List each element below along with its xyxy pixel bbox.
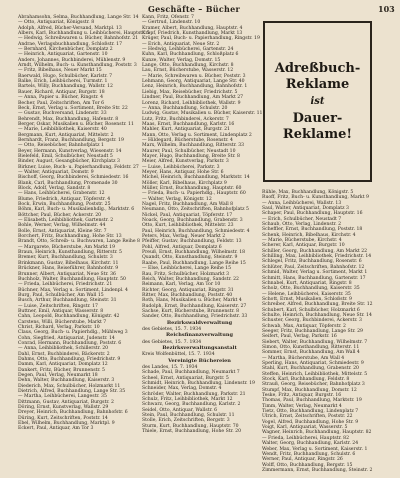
- directory-entry: — Martha, Bücherstube, Am Wall 4: [262, 355, 345, 361]
- directory-entry: Brückner, Hans, Reiseführer, Bahnhofstr. 9: [18, 266, 119, 272]
- directory-entry: Scheffler, Ernst, Buchhandlung, Poststr. 18: [262, 227, 363, 233]
- directory-entry: — Fritz, Bibelhaus, Neuer Markt 15: [18, 68, 102, 74]
- directory-entry: Rudolph, Ernst, Buchhandlung, Kaiserstr. 27: [142, 303, 247, 309]
- directory-entry: Sommer, Ernst, Buchhandlung, Am Wall 4: [262, 350, 360, 356]
- directory-entry: Baerwald, Hugo, Schulbücher, Karlstr. 7: [18, 73, 113, 79]
- directory-entry: Neumann, Otto, Zeitschriften, Bahnhofplatz 5: [142, 207, 249, 213]
- directory-entry: Cahn, Leopold, Buchhandlung, Königstr. 42: [18, 314, 120, 320]
- directory-entry: Meier, Alfred, Kunstverlag, Parkstr. 3: [142, 159, 229, 165]
- directory-entry: — Frieda, Buch- u. Papierhdlg., Hauptstr. 60: [142, 191, 246, 197]
- directory-entry: Schulz, Fritz, Leihbibliothek, Markt 12: [142, 397, 233, 403]
- directory-entry: Timm, Walter, Verlag, Neumarkt 4: [262, 403, 342, 409]
- directory-entry: — Anna, Leihbibliothek, Schillerstr. 20: [18, 346, 109, 352]
- directory-entry: Möller, Karl, Bibelhaus, Kirchplatz 9: [142, 180, 227, 186]
- directory-entry: Brinkmann, Gustav, Bibelhaus, Kirchstr. 11: [18, 260, 119, 266]
- directory-entry: Roth, Hans, Musikalien u. Bücher, Markt 4: [142, 298, 242, 304]
- directory-entry: Becher, Paul, Zeitschriften, Am Tor 6: [18, 100, 105, 106]
- directory-entry: Schmid, Walter, Verlag u. Sortiment, Markt 1: [262, 270, 368, 276]
- directory-entry: — Otto, Reisebücher, Bahnhofplatz 1: [18, 143, 104, 149]
- directory-entry: Quandt, Otto, Kunsthandlung, Steinstr. 9: [142, 255, 238, 261]
- directory-entry: Rau, Fritz, Schulbücher, Holzmarkt 3: [142, 271, 230, 277]
- directory-entry: Raabe, Paul, Buchhandlung, Lange Reihe 15: [142, 260, 246, 266]
- directory-entry: Sachse, Kurt, Bücherstube, Brunnenstr. 8: [142, 308, 240, 314]
- directory-entry: Kunze, Walter, Verlag, Domstr. 15: [142, 57, 221, 63]
- directory-entry: des Gebietes, 15. 7. 1934: [142, 339, 202, 345]
- directory-entry: Vereinigte Büchereien: [168, 357, 231, 364]
- directory-entry: Pfeiffer, Gustav, Buchhandlung, Feldstr. 13: [142, 239, 242, 245]
- directory-entry: Brandt, Otto, Schreib- u. Buchwaren, Lange Reihe 8: [18, 239, 140, 245]
- directory-entry: Richter, Georg, Antiquariat, Ringstr. 31: [142, 287, 234, 293]
- directory-entry: Beyer, Hermann, Kunstverlag, Wiesenstr. 14: [18, 148, 122, 154]
- directory-entry: Meyer, Hans, Antiquar, Hohe Str. 6: [142, 169, 224, 175]
- directory-entry: Ludwig, Gustav, Musikalien u. Bücher, Kaiserstr. 11: [142, 111, 263, 117]
- directory-entry: — Helene, Leihbücherei, Kaiserstr. 35: [262, 291, 351, 297]
- directory-entry: Busch, Arthur, Buchhandlung, Steinstr. 31: [18, 298, 117, 304]
- directory-entry: Christ, Richard, Verlag, Parkstr. 10: [18, 324, 100, 330]
- directory-entry: des Landes, 15. 7. 1934: [142, 365, 198, 370]
- directory-entry: Weber, Max, Verlag u. Sortiment, Kaiserstr. 1: [262, 446, 368, 452]
- directory-entry: Teske, Fritz, Antiquar, Burgstr. 16: [262, 393, 342, 399]
- directory-entry: Dreyer, Heinrich, Buchhandlung, Bahnhofstr. 6: [18, 410, 128, 416]
- directory-entry: Maurer, Paul, Schulbücher, Neustadt 10: [142, 148, 236, 154]
- directory-entry: Lehmann, Georg, Antiquariat, Lange Str. 40: [142, 79, 245, 85]
- directory-entry: Schott, Ernst, Musikalien, Schloßstr. 9: [262, 296, 352, 302]
- directory-entry: Sperling, Hans, Antiquariat, Schmiedestr. 9: [262, 361, 364, 366]
- directory-entry: Buttner, Emil, Antiquar, Wasserstr. 8: [18, 308, 104, 314]
- directory-entry: Lenz, Heinrich, Buchhandlung, Bahnhofstr. 1: [142, 84, 248, 90]
- directory-entry: — Anna, Buchhandlung, Schulstr. 20: [142, 105, 228, 111]
- directory-entry: Schwab, Max, Antiquar, Töpferstr. 2: [262, 323, 346, 329]
- column-2: [142, 15, 263, 435]
- directory-entry: Borchert, Fritz, Buchhandlung, Hohe Str. 13: [18, 234, 122, 240]
- directory-entry: Vogel, Alfred, Buchhandlung, Hohe Str. 9: [262, 419, 359, 425]
- directory-entry: Bezirksverwaltungsanstalt: [162, 344, 237, 351]
- directory-entry: Noack, Georg, Buchhandlung, Grabenstr. 3: [142, 218, 243, 224]
- directory-entry: Dittmann, Gustav, Antiquariat, Burgstr. 2: [18, 399, 114, 405]
- directory-entry: — Hedwig, Schreibwaren u. Bücher, Bahnhofstr. 21: [18, 36, 139, 42]
- directory-entry: Büchner, Max, Verlag u. Sortiment, Lindenpl. 4: [18, 287, 128, 293]
- directory-entry: Seeger, Fritz, Buchhandlung, Lange Str. 29: [262, 328, 363, 334]
- directory-entry: Schwarz, Georg, Buchhandlung, Karlstr. 2: [142, 402, 241, 408]
- directory-entry: Mahler, Kurt, Antiquariat, Burgstr. 21: [142, 127, 230, 133]
- directory-entry: Wendt, Fritz, Buchhandlung, Schulstr. 6: [262, 451, 356, 457]
- directory-entry: Liebig, Max, Reisebücher, Friedrichstr. 5: [142, 89, 238, 95]
- directory-entry: — Otto, Antiquariat, Königsstr. 8: [18, 20, 95, 26]
- directory-entry: Dahms, Otto, Buchhandlung, Friedrichstr. 9: [18, 357, 121, 362]
- directory-entry: Anders, Johannes, Buchbinderei, Mühlenstr. 9: [18, 57, 126, 63]
- directory-entry: Tietz, Otto, Buchhandlung, Lindenplatz 7: [262, 409, 359, 415]
- directory-entry: Krüger, Paul, Buch- u. Papierhandlung, Ringstr. 19: [142, 36, 260, 42]
- directory-entry: — Frieda, Leihbücherei, Friedrichstr. 21: [18, 282, 113, 288]
- directory-entry: Balke, Erich, Leihbücherei, Turmstr. 1: [18, 79, 108, 85]
- directory-entry: Blank, Carl, Buchhandlung, Promenade 30: [18, 180, 118, 186]
- directory-entry: Berger, Oskar, Musikalien u. Bücher, Rosenstr. 11: [18, 121, 134, 127]
- directory-entry: — Walter, Verlag, Königstr. 12: [142, 196, 212, 202]
- directory-entry: — Anna, Papier u. Bücher, Ringstr. 4: [18, 95, 103, 101]
- directory-entry: Döring, Ernst, Kunstverlag, Wallstr. 29: [18, 405, 109, 411]
- directory-entry: Schneider, Max, Verlag, Domstr. 4: [142, 386, 222, 392]
- directory-entry: Conrad, Hermann, Buchhandlung, Poststr. 6: [18, 340, 122, 346]
- directory-entry: Birkner, Luise, Buch- u. Papierhandlung, Feldstr. 27: [18, 164, 139, 170]
- directory-entry: Seidel, Otto, Antiquar, Wallstr. 6: [142, 407, 218, 413]
- advert-line: Adreßbuch-: [274, 60, 361, 76]
- directory-entry: Ulrich, Ernst, Zeitschriften, Poststr. 22: [262, 414, 353, 420]
- directory-entry: — Margarete, Bücherstube, Am Markt 19: [18, 244, 116, 250]
- directory-entry: Schaub, Otto, Verlag, Lindenstr. 2: [262, 222, 342, 228]
- directory-entry: Kropf, Friedrich, Kunsthandlung, Markt 13: [142, 31, 243, 37]
- directory-entry: Ruoff, Fritz, Buch- u. Kunsthandlung, Markt 9: [262, 195, 369, 201]
- directory-entry: Bremer, Kurt, Buchhandlung, Schulstr. 3: [18, 255, 113, 261]
- directory-entry: Reich, Walter, Buchhandlung, Sandstr. 22: [142, 276, 239, 282]
- directory-entry: — Gustav, Buchversand, Lindenstr. 33: [18, 111, 107, 117]
- directory-entry: Buchholz, Walter, Buchhandlung, Hauptstr. 50: [18, 276, 126, 282]
- directory-entry: Mann, Otto, Verlag u. Sortiment, Lindenplatz 2: [142, 132, 252, 138]
- directory-entry: Rühle, Max, Buchhandlung, Königstr. 5: [262, 190, 354, 195]
- directory-entry: Eckert, Paul, Antiquar, Am Tor 3: [18, 426, 94, 432]
- directory-entry: — Heinrich, Antiquariat, Gartenstr. 10: [18, 52, 108, 58]
- directory-entry: Schilling, Max, Leihbibliothek, Friedrichstr. 14: [262, 254, 372, 260]
- directory-entry: Bauer, Richard, Antiquar, Burgstr. 18: [18, 89, 105, 95]
- advert-line: ist: [310, 95, 325, 107]
- directory-entry: — Marie, Leihbibliothek, Kaiserstr. 40: [18, 127, 107, 133]
- directory-entry: Bezirkswaldverwaltung: [166, 319, 233, 326]
- directory-entry: — Anna, Leihbücherei, Wallstr. 13: [262, 200, 342, 206]
- directory-entry: Bergmann, Kurt, Antiquariat, Mittelstr. 2: [18, 132, 114, 138]
- directory-entry: — Erich, Schulbücher, Neustadt 7: [262, 216, 342, 222]
- directory-entry: Scherer, Karl, Antiquar, Burgstr. 10: [262, 243, 345, 249]
- directory-entry: Wagner, Heinrich, Buchhandlung, Hauptstr. 82: [262, 430, 372, 436]
- directory-entry: — Hans, Leihbücherei, Grabenstr. 12: [18, 191, 105, 197]
- directory-entry: — Else, Leihbücherei, Lange Reihe 15: [142, 266, 232, 272]
- directory-entry: Dehn, Walter, Buchhandlung, Kaiserstr. 3: [18, 378, 115, 384]
- directory-entry: Siebert, Walter, Buchhandlung, Wilhelmstr. 7: [262, 339, 368, 345]
- directory-entry: Stahl, Kurt, Buchhandlung, Grabenstr. 20: [262, 366, 359, 372]
- directory-entry: Strauß, Georg, Reisebücher, Bahnhofplatz 3: [262, 382, 365, 388]
- directory-entry: Bielefeld, Emil, Schulbücher, Neustadt 5: [18, 153, 113, 159]
- directory-entry: Kann, Fritz, Ofenstr. 7: [142, 15, 194, 20]
- directory-entry: Kreis Wolfenbüttel, 15. 7. 1934: [142, 352, 215, 358]
- directory-entry: Bohle, Werner, Verlag, Wilhelmstr. 44: [18, 223, 106, 229]
- directory-entry: Blume, Friedrich, Antiquar, Töpferstr. 4: [18, 196, 111, 202]
- column-3: [262, 190, 378, 473]
- directory-entry: Sturm, Kurt, Buchhandlung, Hauptstr. 70: [142, 423, 239, 429]
- directory-entry: Stock, Karl, Buchhandlung, Feldstr. 8: [262, 377, 350, 383]
- directory-entry: Müller, Ernst, Buchhandlung, Hauptstr. 60: [142, 186, 242, 191]
- directory-entry: Michel, Heinrich, Buchhandlung, Marktstr. 14: [142, 175, 250, 181]
- directory-entry: Reimann, Karl, Verlag, Am Tor 10: [142, 282, 221, 288]
- directory-entry: Düring, Kurt, Zeitschriften, Poststr. 14: [18, 415, 108, 421]
- directory-entry: Degen, Paul, Verlag, Neumarkt 18: [18, 373, 98, 379]
- directory-entry: Lindner, Paul, Buchhandlung, Am Markt 27: [142, 95, 244, 101]
- directory-entry: Stolle, Erich, Zeitschriften, Bergstr. 3: [142, 418, 230, 424]
- directory-entry: Schnabel, Kurt, Antiquariat, Ringstr. 8: [262, 280, 352, 286]
- directory-entry: Damm, Karl, Antiquariat, Domplatz 12: [18, 362, 108, 368]
- directory-entry: — Elisabeth, Leihbibliothek, Gartenstr. 2: [18, 218, 114, 224]
- directory-entry: Scheel, Ernst, Antiquariat, Burgstr. 5: [142, 375, 229, 381]
- directory-entry: Scholz, Otto, Buchhandlung, Kaiserstr. 35: [262, 286, 360, 292]
- directory-entry: — Luise, Leihbücherei, Parkstr. 3: [142, 164, 220, 170]
- directory-entry: — Gertrud, Lindenstr. 10: [142, 20, 201, 26]
- directory-entry: Schaper, Paul, Buchhandlung, Hauptstr. 16: [262, 211, 363, 217]
- directory-entry: — Marie, Schreibwaren u. Bücher, Poststr. 3: [142, 73, 246, 79]
- directory-entry: — Hedwig, Leihbücherei, Gartenstr. 24: [142, 47, 234, 53]
- directory-entry: Zimmermann, Ernst, Buchhandlung, Steinstr. 2: [262, 467, 373, 473]
- directory-entry: Ebel, Wilhelm, Buchhandlung, Marktpl. 9: [18, 421, 115, 427]
- directory-entry: Steffen, Heinrich, Leihbibliothek, Mittelstr. 5: [262, 371, 368, 377]
- column-1: [18, 15, 150, 432]
- directory-entry: Kramer, Albert, Buchhandlung, Hauptstr. 4: [142, 25, 243, 31]
- directory-entry: Schubert, Karl, Schulbücher, Holzmarkt 6: [262, 307, 360, 313]
- directory-entry: Schiller, Georg, Buchhandlung, Am Markt 22: [262, 248, 368, 254]
- directory-entry: des Gebietes, 15. 7. 1934: [142, 326, 202, 332]
- directory-entry: Schröder, Walter, Buchhandlung, Parkstr. 21: [142, 391, 246, 397]
- directory-entry: Andrae, Verlagsbuchhandlung, Schloßstr. 17: [18, 41, 123, 47]
- directory-entry: — Erich, Antiquariat, Neue Str. 2: [142, 41, 220, 47]
- directory-entry: Pohl, Alfred, Antiquar, Domplatz 6: [142, 244, 222, 250]
- directory-entry: Schulte, Heinrich, Buchhandlung, Neue Str. 14: [262, 312, 372, 318]
- directory-entry: Walter, Georg, Buchhandlung, Karlstr. 24: [262, 441, 359, 447]
- directory-entry: Reichsfinanzverwaltung: [166, 332, 233, 339]
- directory-entry: Arndt, Wilhelm, Buch- u. Kunsthandlung, Poststr. 3: [18, 63, 137, 69]
- directory-entry: Thomas, Paul, Buchhandlung, Marktstr. 19: [262, 398, 362, 404]
- directory-entry: Nickel, Paul, Antiquariat, Töpferstr. 17: [142, 212, 233, 218]
- directory-entry: Block, Adolf, Verlag, Sandstr. 8: [18, 186, 91, 191]
- directory-entry: Binder, August, Gesangbücher, Kirchplatz 3: [18, 159, 120, 165]
- directory-entry: Dietrich, Alfred, Buchhandlung, Lange Str. 35: [18, 389, 126, 395]
- directory-entry: — Martha, Leihbücherei, Langestr. 35: [18, 394, 107, 400]
- directory-entry: Lange, Otto, Buchhandlung, Kirchstr. 8: [142, 63, 234, 69]
- directory-entry: — Frieda, Leihbücherei, Hauptstr. 82: [262, 435, 350, 441]
- directory-entry: — Walter, Antiquariat, Domstr. 9: [18, 169, 94, 175]
- directory-entry: Abrahamsohn, Selma, Buchhandlung, Lange Str. 14: [18, 15, 139, 20]
- directory-entry: Schlegel, Fritz, Buchhandlung, Rosenstr. 6: [262, 259, 362, 265]
- directory-entry: Carstens, Willi, Bücherstube, Markt 7: [18, 319, 107, 325]
- directory-entry: — Luise, Zeitschriften, Ringstr. 17: [18, 303, 98, 309]
- directory-entry: Wolff, Otto, Buchhandlung, Bergstr. 15: [262, 462, 353, 468]
- directory-entry: Seifert, Paul, Verlag, Parkstr. 16: [262, 334, 337, 340]
- directory-entry: Ritter, Max, Buchhandlung, Poststr. 40: [142, 292, 233, 298]
- directory-entry: Bolle, Ernst, Antiquariat, Kleine Str. 7: [18, 228, 107, 234]
- directory-entry: Bernhardt, Franz, Buchhandlung, Bergstr. 19: [18, 137, 124, 143]
- directory-entry: — Marie, Bücherstube, Kirchstr. 4: [262, 238, 342, 244]
- directory-entry: Adolph, Alfred, Bücher-Versand, Marktpl. 13: [18, 25, 122, 31]
- directory-entry: Burg, Paul, Schulbücher, Am Wall 15: [18, 292, 104, 298]
- running-title: Geschäfte – Bücher: [148, 4, 241, 14]
- directory-entry: Sander, Otto, Buchhandlung, Friedrichstr. 33: [142, 314, 248, 320]
- directory-entry: Dankert, Fritz, Bücher, Brunnenstr. 5: [18, 367, 105, 373]
- directory-entry: Kuhn, Karl, Buchhandlung, Schloßplatz 6: [142, 52, 239, 58]
- page-number: 103: [378, 4, 395, 14]
- advert-line: Dauer-: [292, 110, 343, 126]
- directory-entry: Werner, Paul, Antiquar, Ringstr. 26: [262, 457, 343, 463]
- directory-entry: Diederich, Max, Schulbücher, Holzmarkt 11: [18, 383, 121, 389]
- directory-entry: Nagel, Fritz, Buchhandlung, Am Wall 8: [142, 202, 234, 208]
- directory-entry: — Bernhard, Kirchenbücher, Domplatz 2: [18, 47, 113, 53]
- directory-entry: Schreiber, Alfred, Buchhandlung, Breite Str. 12: [262, 302, 373, 308]
- directory-entry: Lorenz, Richard, Leihbibliothek, Wallstr. 9: [142, 100, 241, 106]
- directory-entry: Behrendt, Max, Buchhandlung, Hafenstr. 8: [18, 116, 119, 122]
- directory-entry: Böhm, Karl, Buch- u. Musikalienhdlg., Marktstr. 6: [18, 207, 135, 213]
- directory-entry: Dahl, Ernst, Buchbinderei, Bäckerstr. 2: [18, 351, 110, 357]
- directory-entry: Schlüter, Paul, Zeitschriften, Bahnhofstr. 12: [262, 264, 365, 270]
- directory-entry: Böttcher, Paul, Bücher, Ackerstr. 20: [18, 212, 102, 218]
- directory-entry: Schmidt, Heinrich, Buchhandlung, Lindenstr. 19: [142, 381, 255, 387]
- directory-entry: Marx, Wilhelm, Buchhandlung, Ritterstr. 33: [142, 143, 245, 149]
- directory-entry: Mayer, Hugo, Buchhandlung, Breite Str. 8: [142, 153, 240, 159]
- directory-entry: Bartels, Willy, Buchhandlung, Wallstr. 12: [18, 84, 113, 90]
- directory-entry: Otto, Kurt, Leihbibliothek, Mittelstr. 23: [142, 223, 234, 229]
- directory-entry: Bischoff, Georg, Buchbinderei, Schmiedestr. 16: [18, 175, 129, 181]
- directory-entry: Brunner, Albert, Antiquariat, Neue Str. 36: [18, 271, 116, 277]
- directory-entry: Lau, Ernst, Bücherstube, Wasserstr. 12: [142, 68, 234, 74]
- directory-entry: Maas, Ernst, Buchhandlung, Karlstr. 16: [142, 121, 235, 127]
- directory-entry: Albers, Karl, Buchhandlung u. Leihbücherei, Hauptstr. 5: [18, 31, 150, 37]
- directory-entry: Braun, Heinrich, Kunsthandlung, Ritterstr. 5: [18, 250, 122, 256]
- directory-entry: Paul, Heinrich, Buchhandlung, Schmiedestr. 4: [142, 228, 250, 234]
- directory-entry: Lutz, Fritz, Buchbinderei, Ackerstr. 7: [142, 116, 229, 122]
- advertisement-box: [263, 21, 372, 182]
- directory-entry: Schade, Paul, Buchhandlung, Neumarkt 7: [142, 370, 240, 376]
- directory-entry: Schenk, Heinrich, Bibelhaus, Kirchstr. 4: [262, 232, 356, 238]
- advert-line: Reklame: [285, 76, 350, 92]
- directory-entry: Schmitt, Hans, Buchhandlung, Gartenstr. 17: [262, 275, 366, 281]
- advert-line: Reklame!: [282, 126, 353, 142]
- directory-entry: Schuster, Georg, Buchbinderei, Ackerstr. 3: [262, 318, 362, 324]
- directory-entry: Preuß, Ernst, Buchhandlung, Wilhelmstr. 18: [142, 250, 246, 256]
- directory-entry: — Hildegard, Bücherstube, Rosenstr. 4: [142, 137, 233, 143]
- directory-entry: Cohn, Siegfried, Antiquariat, Judenstr. 14: [18, 335, 115, 341]
- directory-entry: Peters, Max, Verlag, Neuer Markt 2: [142, 234, 226, 240]
- directory-entry: Beck, Ernst, Verlag u. Sortiment, Breite Str. 22: [18, 105, 128, 111]
- directory-entry: Stein, Paul, Buchhandlung, Schulstr. 11: [142, 413, 235, 419]
- directory-entry: Claus, Georg, Buch- u. Papierhdlg., Mühlweg 3: [18, 330, 128, 336]
- directory-entry: Bock, Erwin, Buchhandlung, Poststr. 25: [18, 202, 111, 208]
- directory-entry: Saul, Walter, Antiquariat, Domplatz 3: [262, 206, 349, 212]
- directory-entry: Voigt, Karl, Antiquariat, Wasserstr. 5: [262, 425, 348, 431]
- directory-entry: Stumpf, Max, Buchhandlung, Domstr. 12: [262, 387, 357, 393]
- directory-entry: Thiele, Ernst, Buchhandlung, Hohe Str. 20: [142, 429, 242, 435]
- directory-entry: Simon, Otto, Kunsthandlung, Ritterstr. 11: [262, 344, 360, 350]
